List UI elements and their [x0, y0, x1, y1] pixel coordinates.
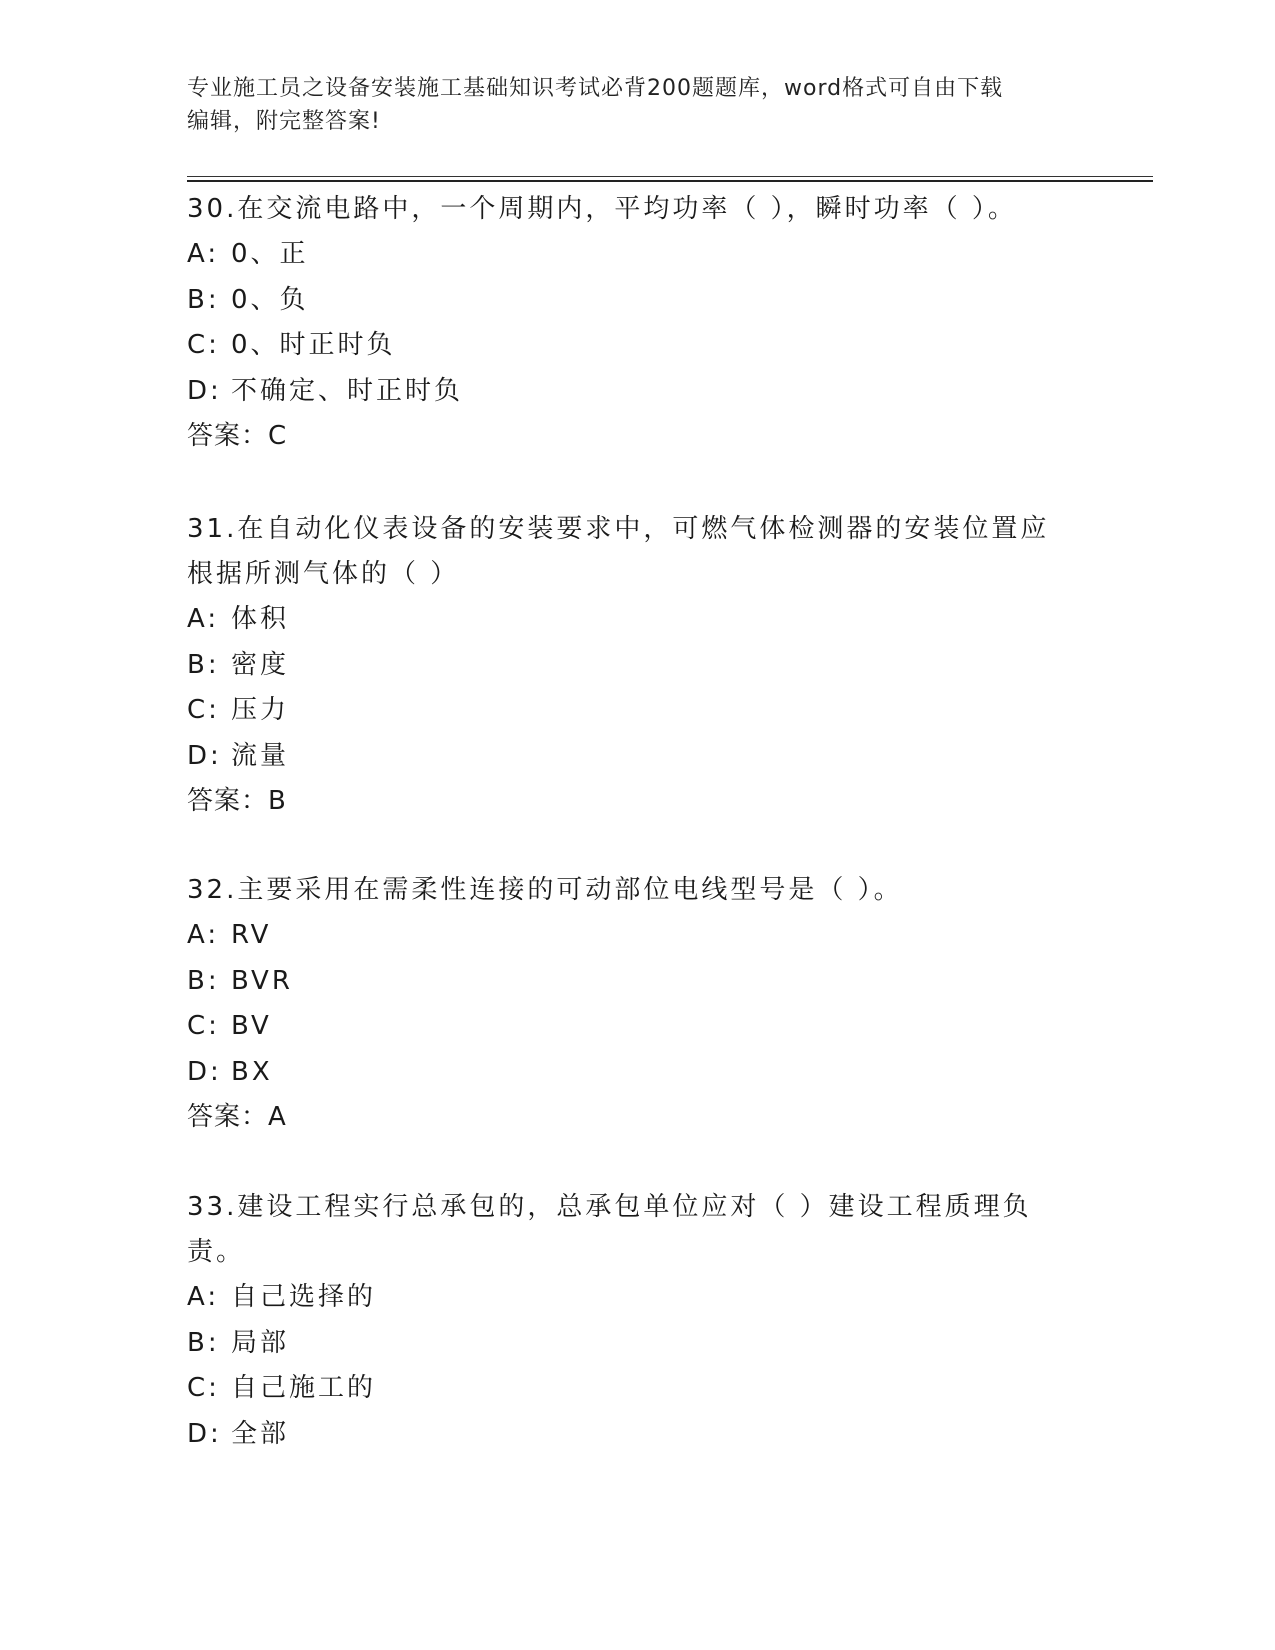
option-c: C: BV [187, 1011, 272, 1041]
option-b: B: 密度 [187, 649, 290, 680]
question-32 [187, 868, 1067, 1140]
option-b: B: BVR [187, 965, 293, 996]
header-line-1: 专业施工员之设备安装施工基础知识考试必背200题题库，word格式可自由下载 [187, 76, 1004, 101]
question-30 [187, 187, 1067, 459]
option-c: C: 压力 [187, 695, 290, 725]
question-stem: 33.建设工程实行总承包的，总承包单位应对（ ）建设工程质理负责。 [187, 1192, 1032, 1267]
document-header [187, 72, 1067, 138]
header-rule-thick [187, 180, 1153, 182]
option-c: C: 自己施工的 [187, 1373, 377, 1403]
option-c: C: 0、时正时负 [187, 330, 396, 360]
option-a: A: 体积 [187, 604, 290, 634]
option-a: A: 0、正 [187, 239, 309, 269]
header-line-2: 编辑，附完整答案! [187, 109, 381, 134]
option-d: D: BX [187, 1056, 273, 1087]
option-b: B: 局部 [187, 1327, 290, 1358]
question-stem: 30.在交流电路中，一个周期内，平均功率（ ），瞬时功率（ ）。 [187, 194, 1017, 224]
header-rule-thin [187, 176, 1153, 177]
option-b: B: 0、负 [187, 284, 309, 315]
option-a: A: 自己选择的 [187, 1282, 377, 1312]
answer: 答案：A [187, 1102, 287, 1132]
option-a: A: RV [187, 920, 272, 950]
option-d: D: 不确定、时正时负 [187, 375, 464, 406]
question-stem: 32.主要采用在需柔性连接的可动部位电线型号是（ ）。 [187, 875, 903, 905]
question-31 [187, 507, 1067, 824]
answer: 答案：C [187, 421, 288, 451]
option-d: D: 全部 [187, 1418, 290, 1449]
question-33 [187, 1185, 1067, 1457]
question-stem: 31.在自动化仪表设备的安装要求中，可燃气体检测器的安装位置应根据所测气体的（ ） [187, 514, 1050, 589]
answer: 答案：B [187, 786, 287, 816]
option-d: D: 流量 [187, 740, 290, 771]
